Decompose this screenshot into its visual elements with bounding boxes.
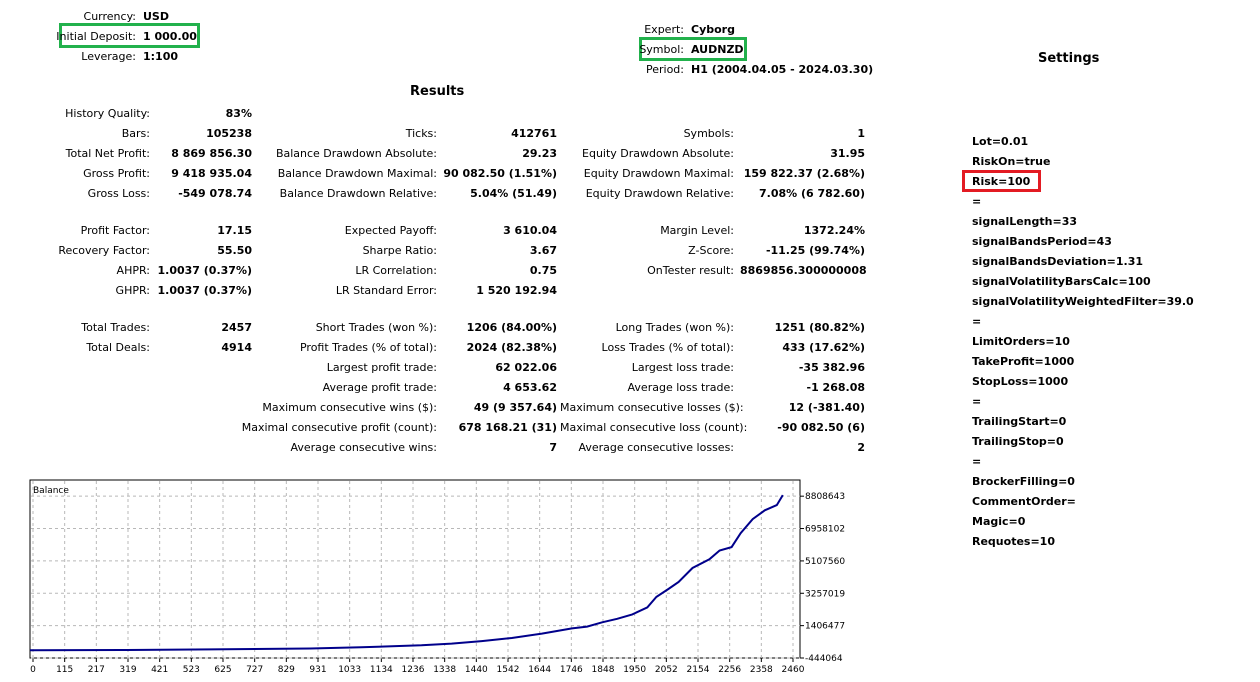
y-tick-label: 6958102	[805, 524, 846, 535]
setting-item: signalVolatilityWeightedFilter=39.0	[972, 295, 1194, 308]
y-tick-label: -444064	[805, 654, 843, 664]
ontester-label: OnTester result:	[647, 264, 734, 277]
y-tick-label: 5107560	[805, 556, 846, 567]
history-quality-value: 83%	[225, 107, 252, 120]
expert-value: Cyborg	[691, 23, 735, 36]
bal-dd-rel-value: 5.04% (51.49)	[470, 187, 557, 200]
x-tick-label: 1134	[369, 665, 393, 675]
deposit-value: 1 000.00	[143, 30, 197, 43]
avg-cons-losses-label: Average consecutive losses:	[578, 441, 734, 454]
max-cons-wins-label: Maximum consecutive wins ($):	[262, 401, 437, 414]
x-tick-label: 2154	[686, 665, 710, 675]
x-tick-label: 2460	[781, 665, 805, 675]
y-tick-label: 3257019	[805, 589, 846, 600]
setting-item: RiskOn=true	[972, 155, 1051, 168]
setting-item: TrailingStop=0	[972, 435, 1064, 448]
total-trades-label: Total Trades:	[81, 321, 150, 334]
bal-dd-max-label: Balance Drawdown Maximal:	[277, 167, 437, 180]
largest-loss-label: Largest loss trade:	[631, 361, 734, 374]
setting-item: Lot=0.01	[972, 135, 1029, 148]
setting-item: signalBandsDeviation=1.31	[972, 255, 1144, 268]
bal-dd-abs-label: Balance Drawdown Absolute:	[275, 147, 437, 160]
profit-trades-value: 2024 (82.38%)	[466, 341, 557, 354]
x-tick-label: 115	[56, 665, 74, 675]
margin-level-label: Margin Level:	[660, 224, 734, 237]
setting-item: LimitOrders=10	[972, 335, 1070, 348]
max-cons-profit-label: Maximal consecutive profit (count):	[241, 421, 437, 434]
x-tick-label: 1542	[496, 665, 520, 675]
setting-item: =	[972, 195, 982, 208]
margin-level-value: 1372.24%	[803, 224, 865, 237]
long-trades-label: Long Trades (won %):	[615, 321, 734, 334]
largest-loss-value: -35 382.96	[798, 361, 865, 374]
bal-dd-abs-value: 29.23	[522, 147, 557, 160]
period-value: H1 (2004.04.05 - 2024.03.30)	[691, 63, 874, 76]
avg-cons-wins-label: Average consecutive wins:	[290, 441, 437, 454]
x-tick-label: 1236	[401, 665, 425, 675]
gross-profit-value: 9 418 935.04	[171, 167, 252, 180]
setting-item: TakeProfit=1000	[972, 355, 1075, 368]
x-tick-label: 2052	[654, 665, 678, 675]
balance-chart	[0, 472, 880, 682]
x-tick-label: 1746	[559, 665, 583, 675]
deposit-label: Initial Deposit:	[56, 30, 136, 43]
eq-dd-max-value: 159 822.37 (2.68%)	[743, 167, 865, 180]
setting-item: =	[972, 455, 982, 468]
setting-item: Magic=0	[972, 515, 1026, 528]
setting-item: signalBandsPeriod=43	[972, 235, 1112, 248]
history-quality-label: History Quality:	[65, 107, 150, 120]
symbols-value: 1	[857, 127, 865, 140]
avg-cons-wins-value: 7	[549, 441, 557, 454]
avg-profit-value: 4 653.62	[503, 381, 557, 394]
bars-label: Bars:	[121, 127, 150, 140]
avg-cons-losses-value: 2	[857, 441, 865, 454]
total-trades-value: 2457	[221, 321, 252, 334]
x-tick-label: 2358	[749, 665, 773, 675]
setting-item: TrailingStart=0	[972, 415, 1067, 428]
setting-item: signalVolatilityBarsCalc=100	[972, 275, 1151, 288]
total-net-profit-label: Total Net Profit:	[65, 147, 150, 160]
x-tick-label: 1338	[433, 665, 457, 675]
eq-dd-rel-label: Equity Drawdown Relative:	[585, 187, 734, 200]
currency-label: Currency:	[83, 10, 136, 23]
x-tick-label: 0	[30, 665, 36, 675]
max-cons-wins-value: 49 (9 357.64)	[473, 401, 557, 414]
bal-dd-max-value: 90 082.50 (1.51%)	[443, 167, 557, 180]
eq-dd-max-label: Equity Drawdown Maximal:	[583, 167, 734, 180]
x-tick-label: 1033	[338, 665, 362, 675]
lr-err-value: 1 520 192.94	[476, 284, 557, 297]
ahpr-value: 1.0037 (0.37%)	[157, 264, 252, 277]
largest-profit-label: Largest profit trade:	[326, 361, 437, 374]
x-tick-label: 319	[119, 665, 137, 675]
ticks-label: Ticks:	[405, 127, 437, 140]
max-cons-profit-value: 678 168.21 (31)	[458, 421, 557, 434]
chart-frame	[30, 480, 800, 658]
leverage-label: Leverage:	[81, 50, 136, 63]
bal-dd-rel-label: Balance Drawdown Relative:	[279, 187, 437, 200]
results-title: Results	[410, 84, 465, 99]
max-cons-loss-label: Maximal consecutive loss (count):	[560, 421, 748, 434]
ghpr-value: 1.0037 (0.37%)	[157, 284, 252, 297]
x-tick-label: 829	[277, 665, 295, 675]
expected-payoff-label: Expected Payoff:	[344, 224, 437, 237]
setting-item: Requotes=10	[972, 535, 1055, 548]
short-trades-label: Short Trades (won %):	[315, 321, 437, 334]
setting-item: Risk=100	[972, 175, 1031, 188]
ticks-value: 412761	[511, 127, 557, 140]
avg-loss-value: -1 268.08	[806, 381, 865, 394]
short-trades-value: 1206 (84.00%)	[466, 321, 557, 334]
avg-profit-label: Average profit trade:	[322, 381, 437, 394]
y-tick-label: 1406477	[805, 621, 846, 632]
total-deals-value: 4914	[221, 341, 252, 354]
settings-title: Settings	[1038, 51, 1100, 66]
x-tick-label: 727	[246, 665, 264, 675]
setting-item: =	[972, 395, 982, 408]
eq-dd-rel-value: 7.08% (6 782.60)	[759, 187, 865, 200]
x-tick-label: 2256	[718, 665, 742, 675]
ontester-value: 8869856.300000008	[740, 264, 867, 277]
eq-dd-abs-label: Equity Drawdown Absolute:	[582, 147, 734, 160]
z-score-value: -11.25 (99.74%)	[765, 244, 865, 257]
profit-trades-label: Profit Trades (% of total):	[299, 341, 437, 354]
max-cons-losses-label: Maximum consecutive losses ($):	[560, 401, 744, 414]
sharpe-label: Sharpe Ratio:	[362, 244, 437, 257]
gross-loss-label: Gross Loss:	[87, 187, 150, 200]
lr-err-label: LR Standard Error:	[335, 284, 437, 297]
symbols-label: Symbols:	[683, 127, 734, 140]
x-tick-label: 217	[87, 665, 105, 675]
bars-value: 105238	[206, 127, 252, 140]
expected-payoff-value: 3 610.04	[503, 224, 557, 237]
largest-profit-value: 62 022.06	[495, 361, 557, 374]
setting-item: BrockerFilling=0	[972, 475, 1075, 488]
lr-corr-value: 0.75	[529, 264, 557, 277]
avg-loss-label: Average loss trade:	[627, 381, 734, 394]
setting-item: =	[972, 315, 982, 328]
lr-corr-label: LR Correlation:	[355, 264, 437, 277]
profit-factor-label: Profit Factor:	[80, 224, 150, 237]
ghpr-label: GHPR:	[115, 284, 150, 297]
gross-loss-value: -549 078.74	[178, 187, 252, 200]
ahpr-label: AHPR:	[116, 264, 150, 277]
max-cons-losses-value: 12 (-381.40)	[788, 401, 865, 414]
x-tick-label: 421	[151, 665, 169, 675]
eq-dd-abs-value: 31.95	[830, 147, 865, 160]
loss-trades-label: Loss Trades (% of total):	[601, 341, 734, 354]
leverage-value: 1:100	[143, 50, 179, 63]
x-tick-label: 1644	[528, 665, 552, 675]
period-label: Period:	[645, 63, 684, 76]
y-tick-label: 8808643	[805, 492, 846, 503]
long-trades-value: 1251 (80.82%)	[774, 321, 865, 334]
setting-item: signalLength=33	[972, 215, 1078, 228]
x-tick-label: 523	[182, 665, 200, 675]
max-cons-loss-value: -90 082.50 (6)	[777, 421, 865, 434]
chart-title: Balance	[33, 486, 69, 496]
x-tick-label: 931	[309, 665, 327, 675]
profit-factor-value: 17.15	[217, 224, 252, 237]
sharpe-value: 3.67	[529, 244, 557, 257]
recovery-factor-label: Recovery Factor:	[58, 244, 150, 257]
currency-value: USD	[143, 10, 169, 23]
setting-item: StopLoss=1000	[972, 375, 1069, 388]
total-deals-label: Total Deals:	[86, 341, 150, 354]
gross-profit-label: Gross Profit:	[83, 167, 150, 180]
x-tick-label: 1848	[591, 665, 615, 675]
x-tick-label: 1440	[464, 665, 488, 675]
total-net-profit-value: 8 869 856.30	[171, 147, 252, 160]
loss-trades-value: 433 (17.62%)	[782, 341, 865, 354]
expert-label: Expert:	[644, 23, 684, 36]
symbol-label: Symbol:	[639, 43, 684, 56]
recovery-factor-value: 55.50	[217, 244, 252, 257]
z-score-label: Z-Score:	[688, 244, 734, 257]
x-tick-label: 625	[214, 665, 232, 675]
x-tick-label: 1950	[623, 665, 647, 675]
setting-item: CommentOrder=	[972, 495, 1076, 508]
symbol-value: AUDNZD	[691, 43, 744, 56]
